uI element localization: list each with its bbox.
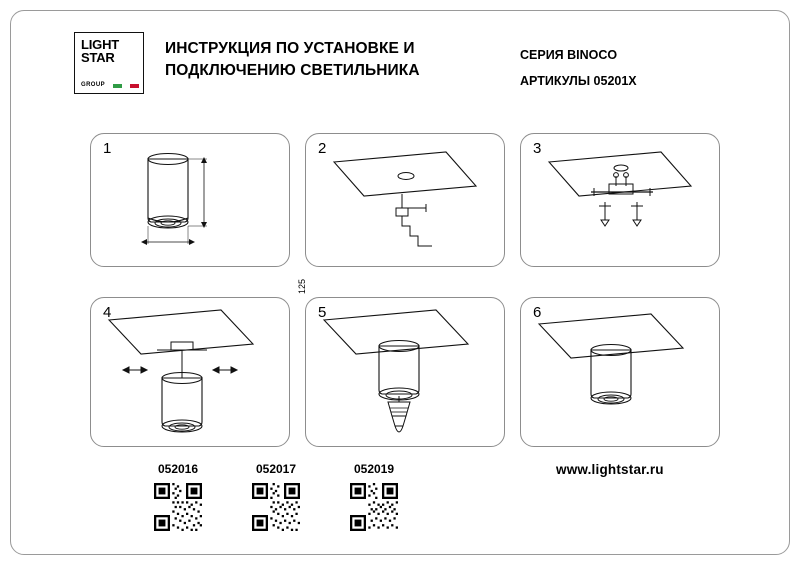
step-6-illustration xyxy=(521,298,719,446)
website-url[interactable]: www.lightstar.ru xyxy=(556,462,664,477)
qr-code-052017 xyxy=(252,483,300,531)
article-label-3: 052019 xyxy=(353,462,395,476)
logo-flag-bars xyxy=(113,84,139,88)
step-number-2: 2 xyxy=(318,140,327,157)
logo-wordmark xyxy=(81,38,119,64)
step-panel-5 xyxy=(305,297,505,447)
step-5-illustration xyxy=(306,298,504,446)
step-1-illustration xyxy=(91,134,289,266)
step-number-1: 1 xyxy=(103,140,112,157)
article-label-2: 052017 xyxy=(255,462,297,476)
logo-line-1: LIGHT xyxy=(81,37,119,52)
step-number-4: 4 xyxy=(103,304,112,321)
step-panel-4 xyxy=(90,297,290,447)
series-articles: АРТИКУЛЫ 05201X xyxy=(520,74,637,88)
step-number-6: 6 xyxy=(533,304,542,321)
series-name: СЕРИЯ BINOCO xyxy=(520,48,618,62)
lightstar-logo xyxy=(74,32,144,94)
step-panel-3 xyxy=(520,133,720,267)
logo-line-2: STAR xyxy=(81,50,115,65)
step-3-illustration xyxy=(521,134,719,266)
step-panel-2 xyxy=(305,133,505,267)
series-info xyxy=(520,42,770,94)
logo-group-text: GROUP xyxy=(81,82,106,88)
page-title: ИНСТРУКЦИЯ ПО УСТАНОВКЕ И ПОДКЛЮЧЕНИЮ СВЕТИЛЬНИКА xyxy=(165,40,420,79)
step-4-illustration xyxy=(91,298,289,446)
step-number-3: 3 xyxy=(533,140,542,157)
qr-code-052019 xyxy=(350,483,398,531)
article-label-1: 052016 xyxy=(157,462,199,476)
step-panel-6 xyxy=(520,297,720,447)
step-2-illustration xyxy=(306,134,504,266)
qr-code-052016 xyxy=(154,483,202,531)
step-panel-1 xyxy=(90,133,307,294)
dimension-height: 125 xyxy=(297,278,307,294)
step-number-5: 5 xyxy=(318,304,327,321)
